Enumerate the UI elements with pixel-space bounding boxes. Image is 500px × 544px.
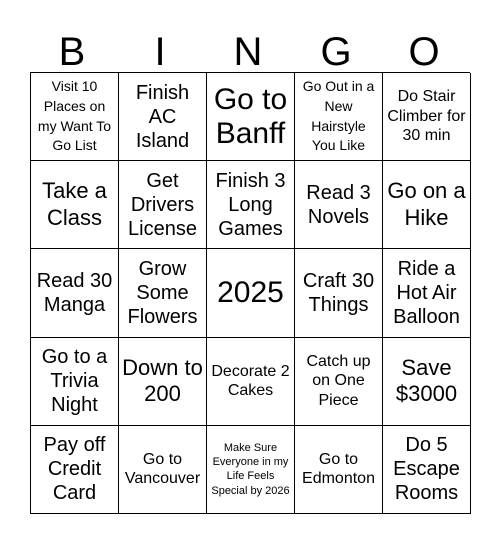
cell-text: Finish AC Island: [135, 81, 190, 152]
cell-text: 2025: [217, 276, 284, 310]
cell-text: Read 30 Manga: [36, 269, 113, 316]
bingo-cell[interactable]: [295, 73, 383, 161]
bingo-cell[interactable]: [31, 73, 119, 161]
cell-text: Pay off Credit Card: [43, 434, 106, 505]
cell-text: Ride a Hot Air Balloon: [393, 257, 460, 328]
bingo-cell[interactable]: [383, 73, 471, 161]
cell-text: Craft 30 Things: [302, 269, 375, 316]
cell-text: Get Drivers License: [128, 169, 197, 240]
bingo-cell[interactable]: [383, 338, 471, 426]
cell-text: Go to Vancouver: [124, 450, 201, 488]
cell-text: Take a Class: [42, 178, 107, 230]
bingo-grid: [30, 72, 470, 514]
cell-text: Finish 3 Long Games: [215, 169, 286, 240]
bingo-cell[interactable]: [295, 161, 383, 249]
cell-text: Go to Banff: [213, 83, 288, 150]
bingo-cell[interactable]: [383, 249, 471, 337]
bingo-cell[interactable]: [207, 338, 295, 426]
header-letter-b: B: [58, 30, 90, 74]
bingo-cell[interactable]: [31, 249, 119, 337]
cell-text: Go to a Trivia Night: [41, 346, 108, 417]
header-letter-o: O: [408, 30, 444, 74]
cell-text: Down to 200: [122, 354, 203, 407]
bingo-cell[interactable]: [119, 73, 207, 161]
header-letter-i: I: [154, 30, 170, 74]
bingo-cell[interactable]: [383, 161, 471, 249]
cell-text: Go to Edmonton: [302, 450, 375, 488]
cell-text: Save $3000: [395, 354, 458, 407]
header-letter-n: N: [233, 30, 267, 74]
header-letter-g: G: [320, 30, 356, 74]
cell-text: Catch up on One Piece: [306, 352, 371, 409]
bingo-cell[interactable]: [295, 426, 383, 514]
bingo-cell[interactable]: [31, 161, 119, 249]
bingo-cell[interactable]: [207, 161, 295, 249]
bingo-cell[interactable]: [295, 249, 383, 337]
bingo-cell[interactable]: [31, 338, 119, 426]
bingo-cell[interactable]: [207, 426, 295, 514]
cell-text: Decorate 2 Cakes: [211, 362, 290, 400]
bingo-free-cell[interactable]: [207, 249, 295, 337]
cell-text: Grow Some Flowers: [127, 257, 198, 328]
cell-text: Read 3 Novels: [306, 181, 371, 228]
bingo-cell[interactable]: [295, 338, 383, 426]
bingo-cell[interactable]: [119, 338, 207, 426]
cell-text: Make Sure Everyone in my Life Feels Special by 2026: [211, 441, 290, 497]
bingo-cell[interactable]: [119, 249, 207, 337]
bingo-cell[interactable]: [207, 73, 295, 161]
bingo-cell[interactable]: [31, 426, 119, 514]
cell-text: Go Out in a New Hairstyle You Like: [302, 78, 375, 154]
cell-text: Go on a Hike: [387, 178, 466, 230]
cell-text: Do 5 Escape Rooms: [393, 434, 460, 505]
bingo-cell[interactable]: [383, 426, 471, 514]
bingo-cell[interactable]: [119, 426, 207, 514]
bingo-cell[interactable]: [119, 161, 207, 249]
cell-text: Visit 10 Places on my Want To Go List: [37, 78, 112, 154]
cell-text: Do Stair Climber for 30 min: [387, 88, 466, 145]
